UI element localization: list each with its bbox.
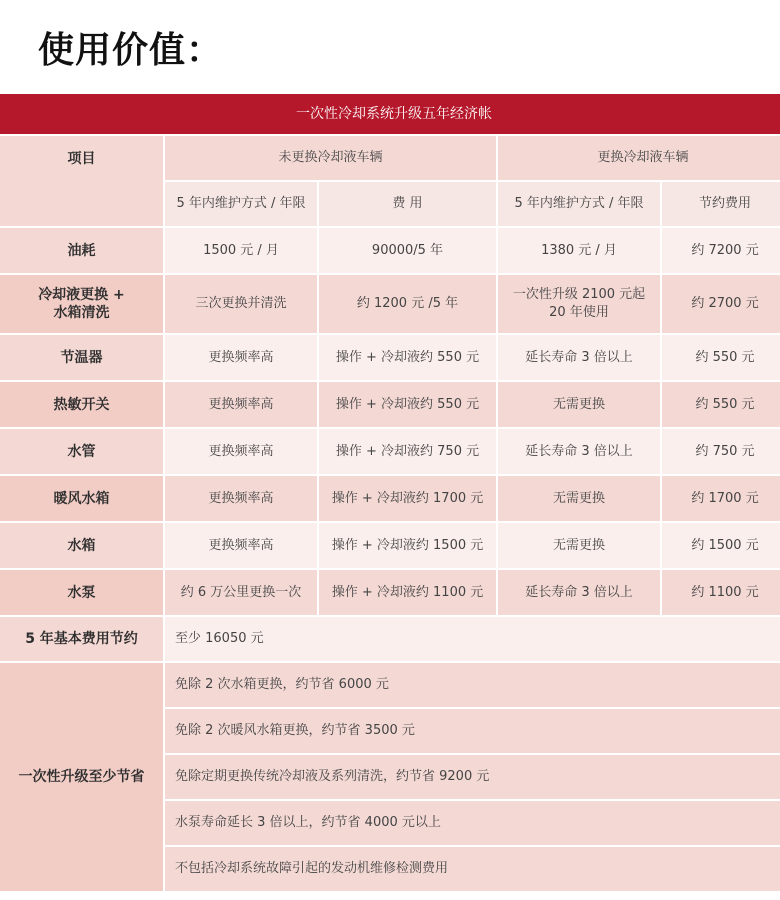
header-group-changed: 更换冷却液车辆 bbox=[498, 136, 780, 180]
table-banner-row bbox=[0, 94, 780, 134]
header-item: 项目 bbox=[0, 136, 163, 226]
row-b-saving: 约 1500 元 bbox=[662, 523, 780, 568]
table-row bbox=[0, 523, 780, 568]
savings-item: 免除 2 次水箱更换，约节省 6000 元 bbox=[165, 663, 780, 707]
savings-item: 水泵寿命延长 3 倍以上，约节省 4000 元以上 bbox=[165, 801, 780, 845]
row-b-method bbox=[498, 275, 660, 333]
savings-label: 一次性升级至少节省 bbox=[0, 663, 163, 891]
row-a-cost: 操作 + 冷却液约 550 元 bbox=[319, 382, 496, 427]
page-heading: 使用价值： bbox=[38, 30, 224, 71]
row-b-method: 1380 元 / 月 bbox=[498, 228, 660, 273]
savings-item: 免除定期更换传统冷却液及系列清洗，约节省 9200 元 bbox=[165, 755, 780, 799]
table-row bbox=[0, 275, 780, 333]
header-b-method: 5 年内维护方式 / 年限 bbox=[498, 182, 660, 226]
row-item: 水箱 bbox=[0, 523, 163, 568]
table-row bbox=[0, 228, 780, 273]
row-a-cost: 约 1200 元 /5 年 bbox=[319, 275, 496, 333]
header-a-cost: 费 用 bbox=[319, 182, 496, 226]
row-item-line2: 水箱清洗 bbox=[53, 305, 110, 321]
summary-value: 至少 16050 元 bbox=[165, 617, 780, 661]
savings-row bbox=[0, 663, 780, 707]
row-a-cost: 操作 + 冷却液约 750 元 bbox=[319, 429, 496, 474]
row-b-method: 延长寿命 3 倍以上 bbox=[498, 429, 660, 474]
row-b-saving: 约 1100 元 bbox=[662, 570, 780, 615]
row-a-cost: 操作 + 冷却液约 1100 元 bbox=[319, 570, 496, 615]
row-item: 热敏开关 bbox=[0, 382, 163, 427]
header-row-1 bbox=[0, 136, 780, 180]
header-group-unchanged: 未更换冷却液车辆 bbox=[165, 136, 496, 180]
row-a-method: 更换频率高 bbox=[165, 523, 317, 568]
row-b-saving: 约 750 元 bbox=[662, 429, 780, 474]
savings-item: 不包括冷却系统故障引起的发动机维修检测费用 bbox=[165, 847, 780, 891]
row-a-method: 1500 元 / 月 bbox=[165, 228, 317, 273]
row-a-method: 约 6 万公里更换一次 bbox=[165, 570, 317, 615]
row-item: 油耗 bbox=[0, 228, 163, 273]
economics-table bbox=[0, 92, 780, 893]
row-b-saving: 约 2700 元 bbox=[662, 275, 780, 333]
row-b-saving: 约 550 元 bbox=[662, 382, 780, 427]
economics-table-container bbox=[0, 92, 780, 893]
row-a-method: 更换频率高 bbox=[165, 476, 317, 521]
row-a-method: 更换频率高 bbox=[165, 429, 317, 474]
table-row bbox=[0, 476, 780, 521]
row-b-saving: 约 7200 元 bbox=[662, 228, 780, 273]
header-a-method: 5 年内维护方式 / 年限 bbox=[165, 182, 317, 226]
row-item bbox=[0, 275, 163, 333]
row-a-cost: 90000/5 年 bbox=[319, 228, 496, 273]
row-a-method: 更换频率高 bbox=[165, 335, 317, 380]
header-b-saving: 节约费用 bbox=[662, 182, 780, 226]
row-item: 水管 bbox=[0, 429, 163, 474]
table-row bbox=[0, 335, 780, 380]
row-a-cost: 操作 + 冷却液约 550 元 bbox=[319, 335, 496, 380]
table-row bbox=[0, 429, 780, 474]
row-b-method-line1: 一次性升级 2100 元起 bbox=[512, 287, 646, 302]
row-item: 暖风水箱 bbox=[0, 476, 163, 521]
row-b-method: 延长寿命 3 倍以上 bbox=[498, 335, 660, 380]
table-row bbox=[0, 382, 780, 427]
row-b-method: 延长寿命 3 倍以上 bbox=[498, 570, 660, 615]
row-b-method-line2: 20 年使用 bbox=[549, 305, 609, 320]
summary-row bbox=[0, 617, 780, 661]
row-b-saving: 约 1700 元 bbox=[662, 476, 780, 521]
summary-label: 5 年基本费用节约 bbox=[0, 617, 163, 661]
row-a-method: 三次更换并清洗 bbox=[165, 275, 317, 333]
row-b-saving: 约 550 元 bbox=[662, 335, 780, 380]
row-b-method: 无需更换 bbox=[498, 382, 660, 427]
row-item-line1: 冷却液更换 + bbox=[38, 287, 125, 303]
row-a-cost: 操作 + 冷却液约 1700 元 bbox=[319, 476, 496, 521]
row-b-method: 无需更换 bbox=[498, 476, 660, 521]
row-a-method: 更换频率高 bbox=[165, 382, 317, 427]
row-b-method: 无需更换 bbox=[498, 523, 660, 568]
table-banner-title: 一次性冷却系统升级五年经济帐 bbox=[0, 94, 780, 134]
row-a-cost: 操作 + 冷却液约 1500 元 bbox=[319, 523, 496, 568]
savings-item: 免除 2 次暖风水箱更换，约节省 3500 元 bbox=[165, 709, 780, 753]
table-row bbox=[0, 570, 780, 615]
row-item: 节温器 bbox=[0, 335, 163, 380]
row-item: 水泵 bbox=[0, 570, 163, 615]
